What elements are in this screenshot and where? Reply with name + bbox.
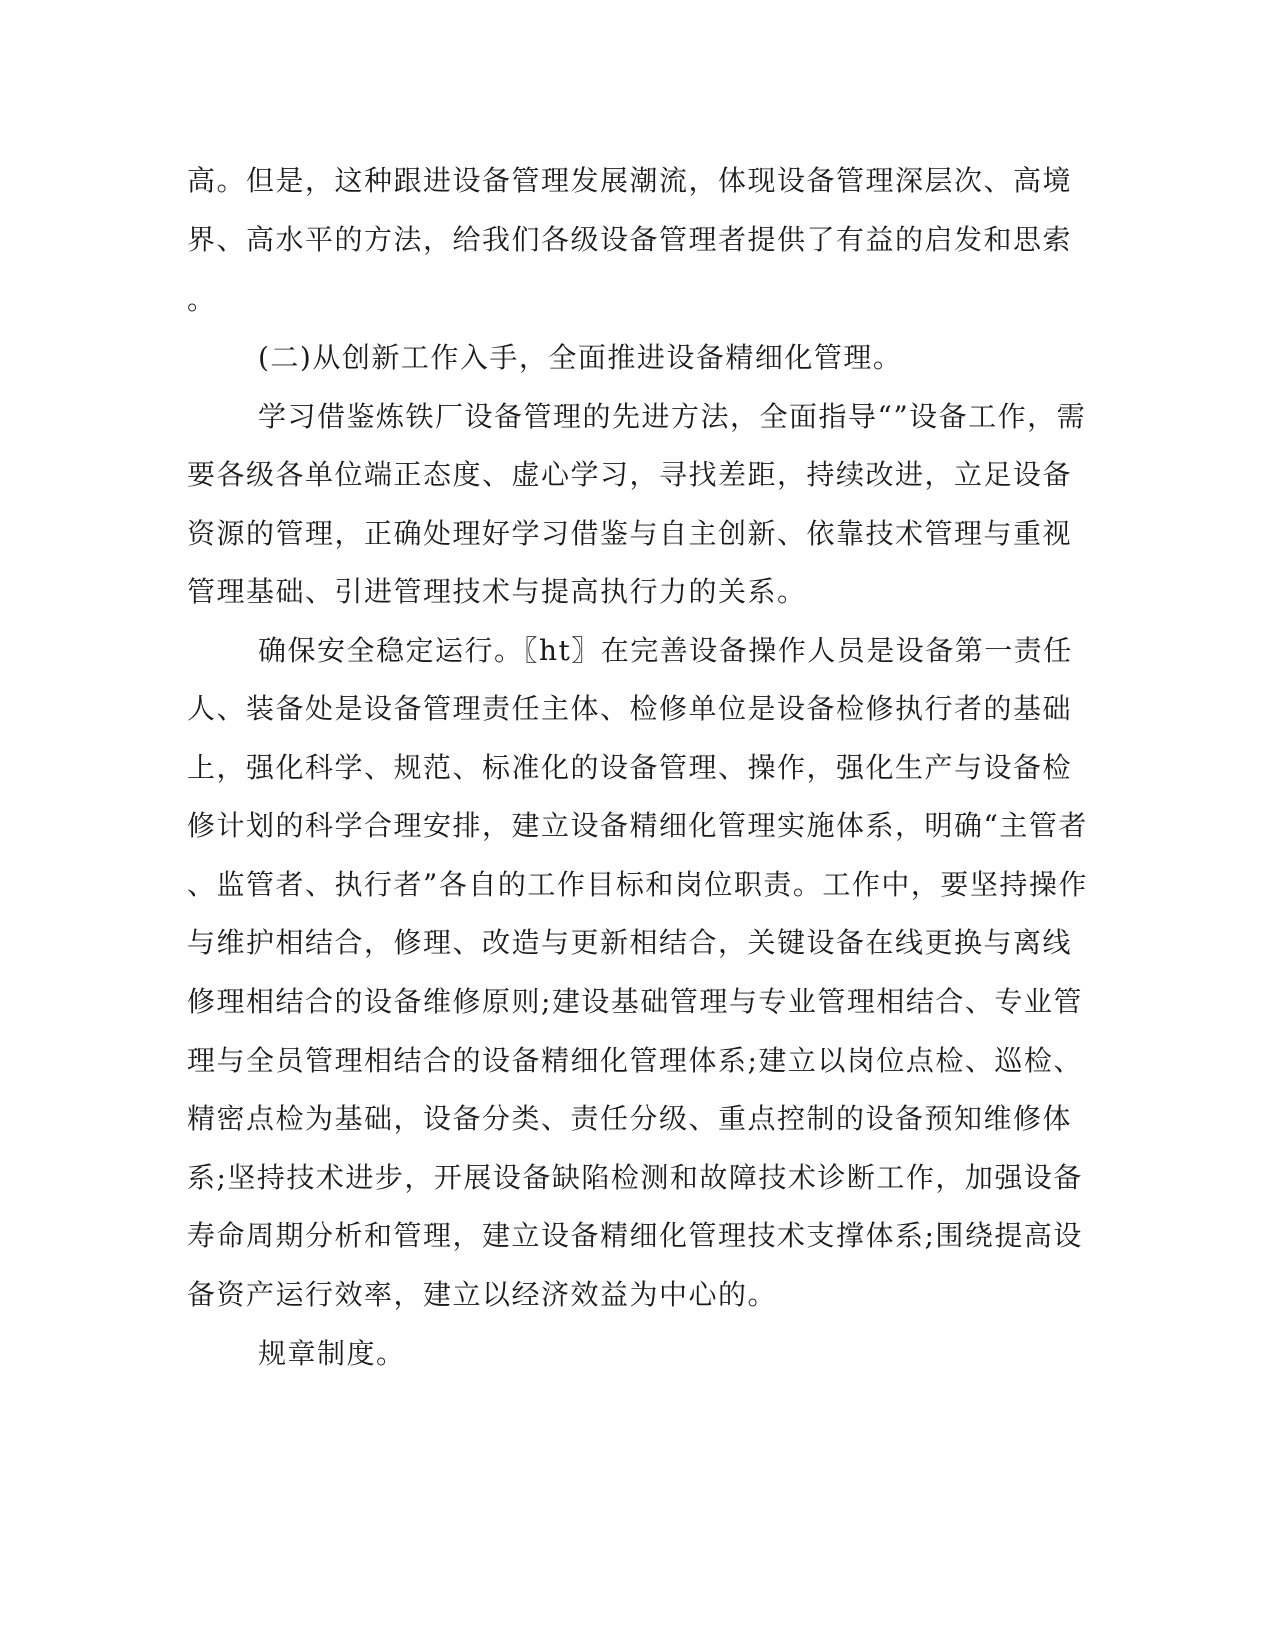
text-line: 精密点检为基础，设备分类、责任分级、重点控制的设备预知维修体 (187, 1102, 1073, 1135)
text-line: 资源的管理，正确处理好学习借鉴与自主创新、依靠技术管理与重视 (187, 517, 1073, 550)
text-line: 修理相结合的设备维修原则;建设基础管理与专业管理相结合、专业管 (187, 985, 1083, 1018)
text-line: 高。但是，这种跟进设备管理发展潮流，体现设备管理深层次、高境 (187, 164, 1073, 197)
text-line: 界、高水平的方法，给我们各级设备管理者提供了有益的启发和思索 (187, 223, 1073, 256)
text-line: 系;坚持技术进步，开展设备缺陷检测和故障技术诊断工作，加强设备 (187, 1161, 1083, 1194)
text-line: 要各级各单位端正态度、虚心学习，寻找差距，持续改进，立足设备 (187, 458, 1073, 491)
text-line: 学习借鉴炼铁厂设备管理的先进方法，全面指导“”设备工作，需 (258, 400, 1087, 433)
text-line: 与维护相结合，修理、改造与更新相结合，关键设备在线更换与离线 (187, 926, 1073, 959)
text-line: 、监管者、执行者”各自的工作目标和岗位职责。工作中，要坚持操作 (187, 868, 1088, 901)
text-line: 管理基础、引进管理技术与提高执行力的关系。 (187, 575, 807, 608)
text-line: 上，强化科学、规范、标准化的设备管理、操作，强化生产与设备检 (187, 751, 1073, 784)
text-line: 修计划的科学合理安排，建立设备精细化管理实施体系，明确“主管者 (187, 809, 1088, 842)
text-line: 确保安全稳定运行。〖ht〗在完善设备操作人员是设备第一责任 (258, 634, 1073, 667)
section-heading: (二)从创新工作入手，全面推进设备精细化管理。 (258, 341, 903, 374)
text-line: 备资产运行效率，建立以经济效益为中心的。 (187, 1278, 778, 1311)
text-line: 理与全员管理相结合的设备精细化管理体系;建立以岗位点检、巡检、 (187, 1044, 1083, 1077)
text-line: 规章制度。 (258, 1337, 406, 1370)
text-line: 人、装备处是设备管理责任主体、检修单位是设备检修执行者的基础 (187, 692, 1073, 725)
text-line: 。 (187, 283, 217, 316)
text-line: 寿命周期分析和管理，建立设备精细化管理技术支撑体系;围绕提高设 (187, 1219, 1083, 1252)
